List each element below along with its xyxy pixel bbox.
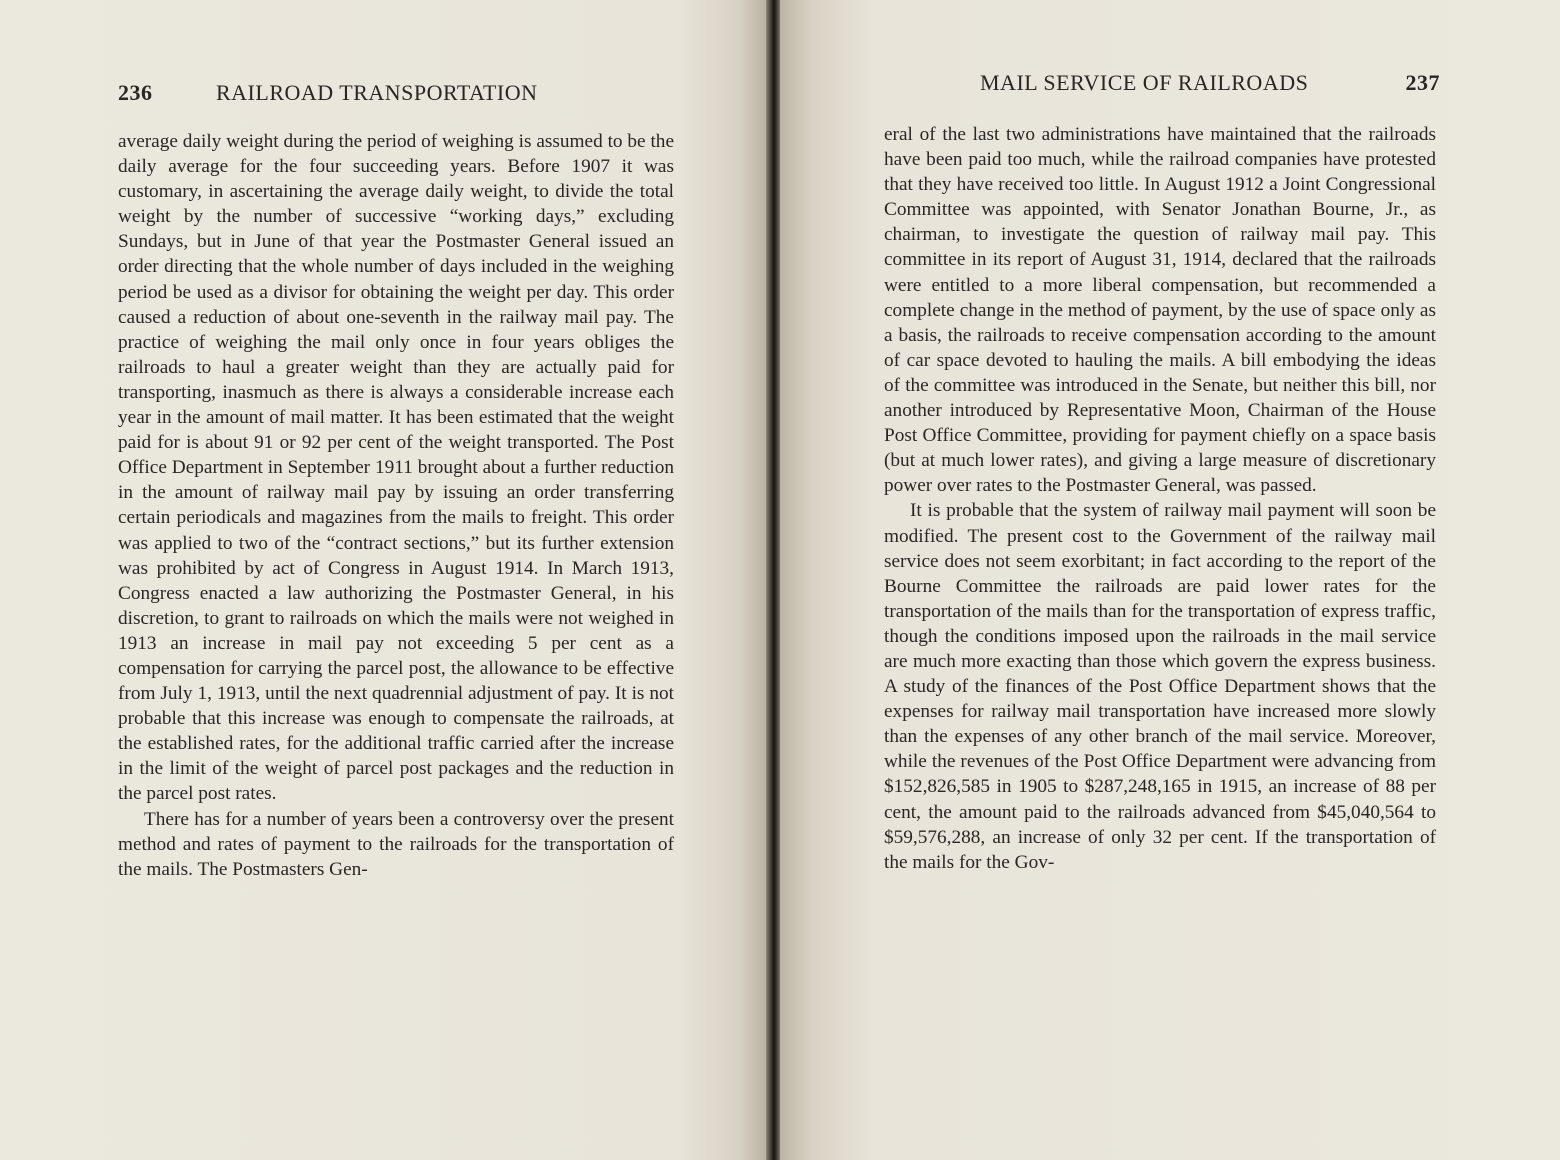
left-paragraph-1: average daily weight during the period of weighing is assumed to be the daily average for the four succeeding years. Before 1907 it was customary, in ascertaining the average daily weight, to divide the total weight by the number of successive “working days,” excluding Sundays, but in June of that year the Postmaster General issued an order directing that the whole number of days included in the weighing period be used as a divisor for obtaining the weight per day. This order caused a reduction of about one-seventh in the railway mail pay. The practice of weighing the mail only once in four years obliges the railroads to haul a greater weight than they are actually paid for transporting, inasmuch as there is always a considerable increase each year in the amount of mail matter. It has been estimated that the weight paid for is about 91 or 92 per cent of the weight transported. The Post Office Department in September 1911 brought about a further reduction in the amount of railway mail pay by issuing an order transferring certain periodicals and magazines from the mails to freight. This order was applied to two of the “contract sections,” but its further extension was prohibited by act of Congress in August 1914. In March 1913, Congress enacted a law authorizing the Postmaster General, in his discretion, to grant to railroads on which the mails were not weighed in 1913 an increase in mail pay not exceeding 5 per cent as a compensation for carrying the parcel post, the allowance to be effective from July 1, 1913, until the next quadrennial adjustment of pay. It is not probable that this increase was enough to compensate the railroads, at the established rates, for the additional traffic carried after the increase in the limit of the weight of parcel post packages and the reduction in the parcel post rates. bbox=[118, 131, 674, 805]
right-running-title: MAIL SERVICE OF RAILROADS bbox=[980, 70, 1309, 95]
right-page bbox=[780, 0, 1560, 1160]
right-page-number: 237 bbox=[1405, 70, 1440, 95]
left-running-title: RAILROAD TRANSPORTATION bbox=[216, 80, 538, 105]
left-page-number: 236 bbox=[118, 80, 153, 105]
left-page bbox=[0, 0, 770, 1160]
right-paragraph-1: eral of the last two administrations have maintained that the railroads have been paid too much, while the railroad companies have protested that they have received too little. In August 1912 a Joint Congressional Committee was appointed, with Senator Jonathan Bourne, Jr., as chairman, to investigate the question of railway mail pay. This committee in its report of August 31, 1914, declared that the railroads were entitled to a more liberal compensation, but recommended a complete change in the method of payment, by the use of space only as a basis, the railroads to receive compensation according to the amount of car space devoted to hauling the mails. A bill embodying the ideas of the committee was introduced in the Senate, but neither this bill, nor another introduced by Representative Moon, Chairman of the House Post Office Committee, providing for payment chiefly on a space basis (but at much lower rates), and giving a large measure of discretionary power over rates to the Postmaster General, was passed. bbox=[884, 124, 1436, 497]
left-running-head bbox=[118, 76, 678, 116]
left-page-body bbox=[118, 129, 674, 882]
right-paragraph-2: It is probable that the system of railway mail payment will soon be modified. The present cost to the Government of the railway mail service does not seem exorbitant; in fact according to the report of the Bourne Committee the railroads are paid lower rates for the transportation of the mails than for the transportation of express traffic, though the conditions imposed upon the railroads in the mail service are much more exacting than those which govern the express business. A study of the finances of the Post Office Department shows that the expenses for railway mail transportation have increased more slowly than the expenses of any other branch of the mail service. Moreover, while the revenues of the Post Office Department were advancing from $152,826,585 in 1905 to $287,248,165 in 1915, an increase of 88 per cent, the amount paid to the railroads advanced from $45,040,564 to $59,576,288, an increase of only 32 per cent. If the transportation of the mails for the Gov- bbox=[884, 500, 1436, 873]
right-page-body bbox=[884, 122, 1436, 875]
left-paragraph-2: There has for a number of years been a controversy over the present method and rates of payment to the railroads for the transportation of the mails. The Postmasters Gen- bbox=[118, 808, 674, 880]
right-running-head bbox=[980, 70, 1440, 116]
